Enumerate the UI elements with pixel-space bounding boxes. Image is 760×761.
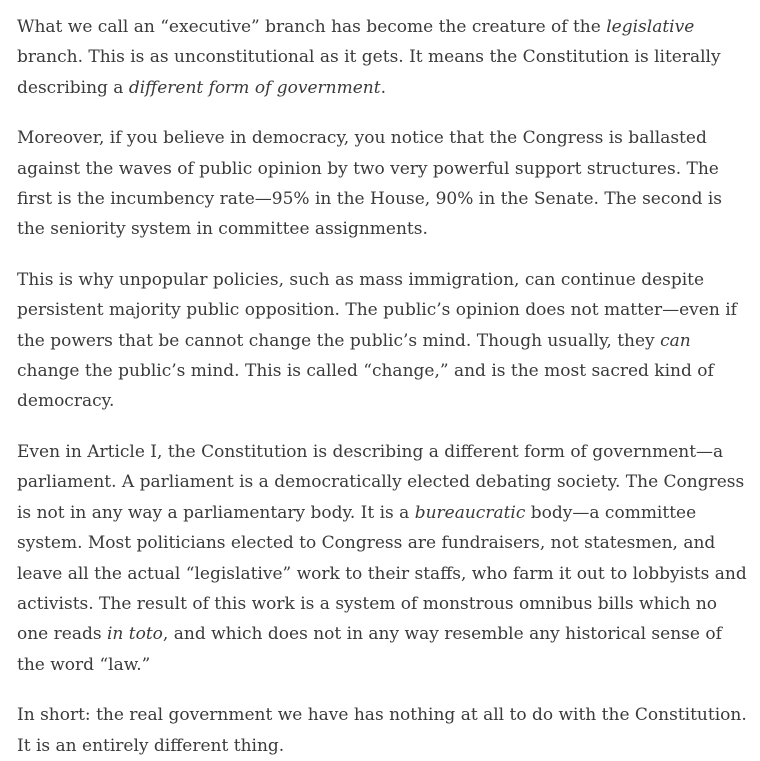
text-segment: In short: the real government we have has nothing at all to do with the Constitution. It is an entirely different thing. [17,705,747,756]
italic-can: can [660,330,691,351]
italic-bureaucratic: bureaucratic [414,502,526,523]
text-segment: body—a committee system. Most politicians elected to Congress are fundraisers, not statesmen, and leave all the actual “legislative” work to their staffs, who farm it out to lobbyists and activists. The result of this work is a system of monstrous omnibus bills which no one reads [17,502,747,645]
text-segment: Even in Article I, the Constitution is describing a different form of government—a parliament. A parliament is a democratically elected debating society. The Congress is not in any way a parliamentary body. It is a [17,441,745,523]
text-segment: branch. This is as unconstitutional as it gets. It means the Constitution is literally describing a [17,47,721,98]
italic-different-form: different form of government [128,77,381,98]
text-segment: , and which does not in any way resemble any historical sense of the word “law.” [17,624,722,675]
text-segment: . [380,77,386,98]
paragraph-unpopular-policies [17,265,748,417]
paragraph-democracy [17,123,748,245]
italic-legislative: legislative [606,17,695,37]
text-segment: This is why unpopular policies, such as mass immigration, can continue despite persistent majority public opposition. The public’s opinion does not matter—even if the powers that be cannot change the public’s mind. Though usually, they [17,269,737,351]
paragraph-in-short [17,700,748,761]
italic-in-toto: in toto [106,624,163,645]
text-segment: change the public’s mind. This is called “change,” and is the most sacred kind of democracy. [17,361,714,412]
paragraph-executive-branch [17,12,748,103]
paragraph-article-one [17,437,748,680]
text-segment: What we call an “executive” branch has become the creature of the [17,17,607,37]
text-segment: Moreover, if you believe in democracy, you notice that the Congress is ballasted against the waves of public opinion by two very powerful support structures. The first is the incumbency rate—95% in the House, 90% in the Senate. The second is the seniority system in committee assignments. [17,128,723,240]
